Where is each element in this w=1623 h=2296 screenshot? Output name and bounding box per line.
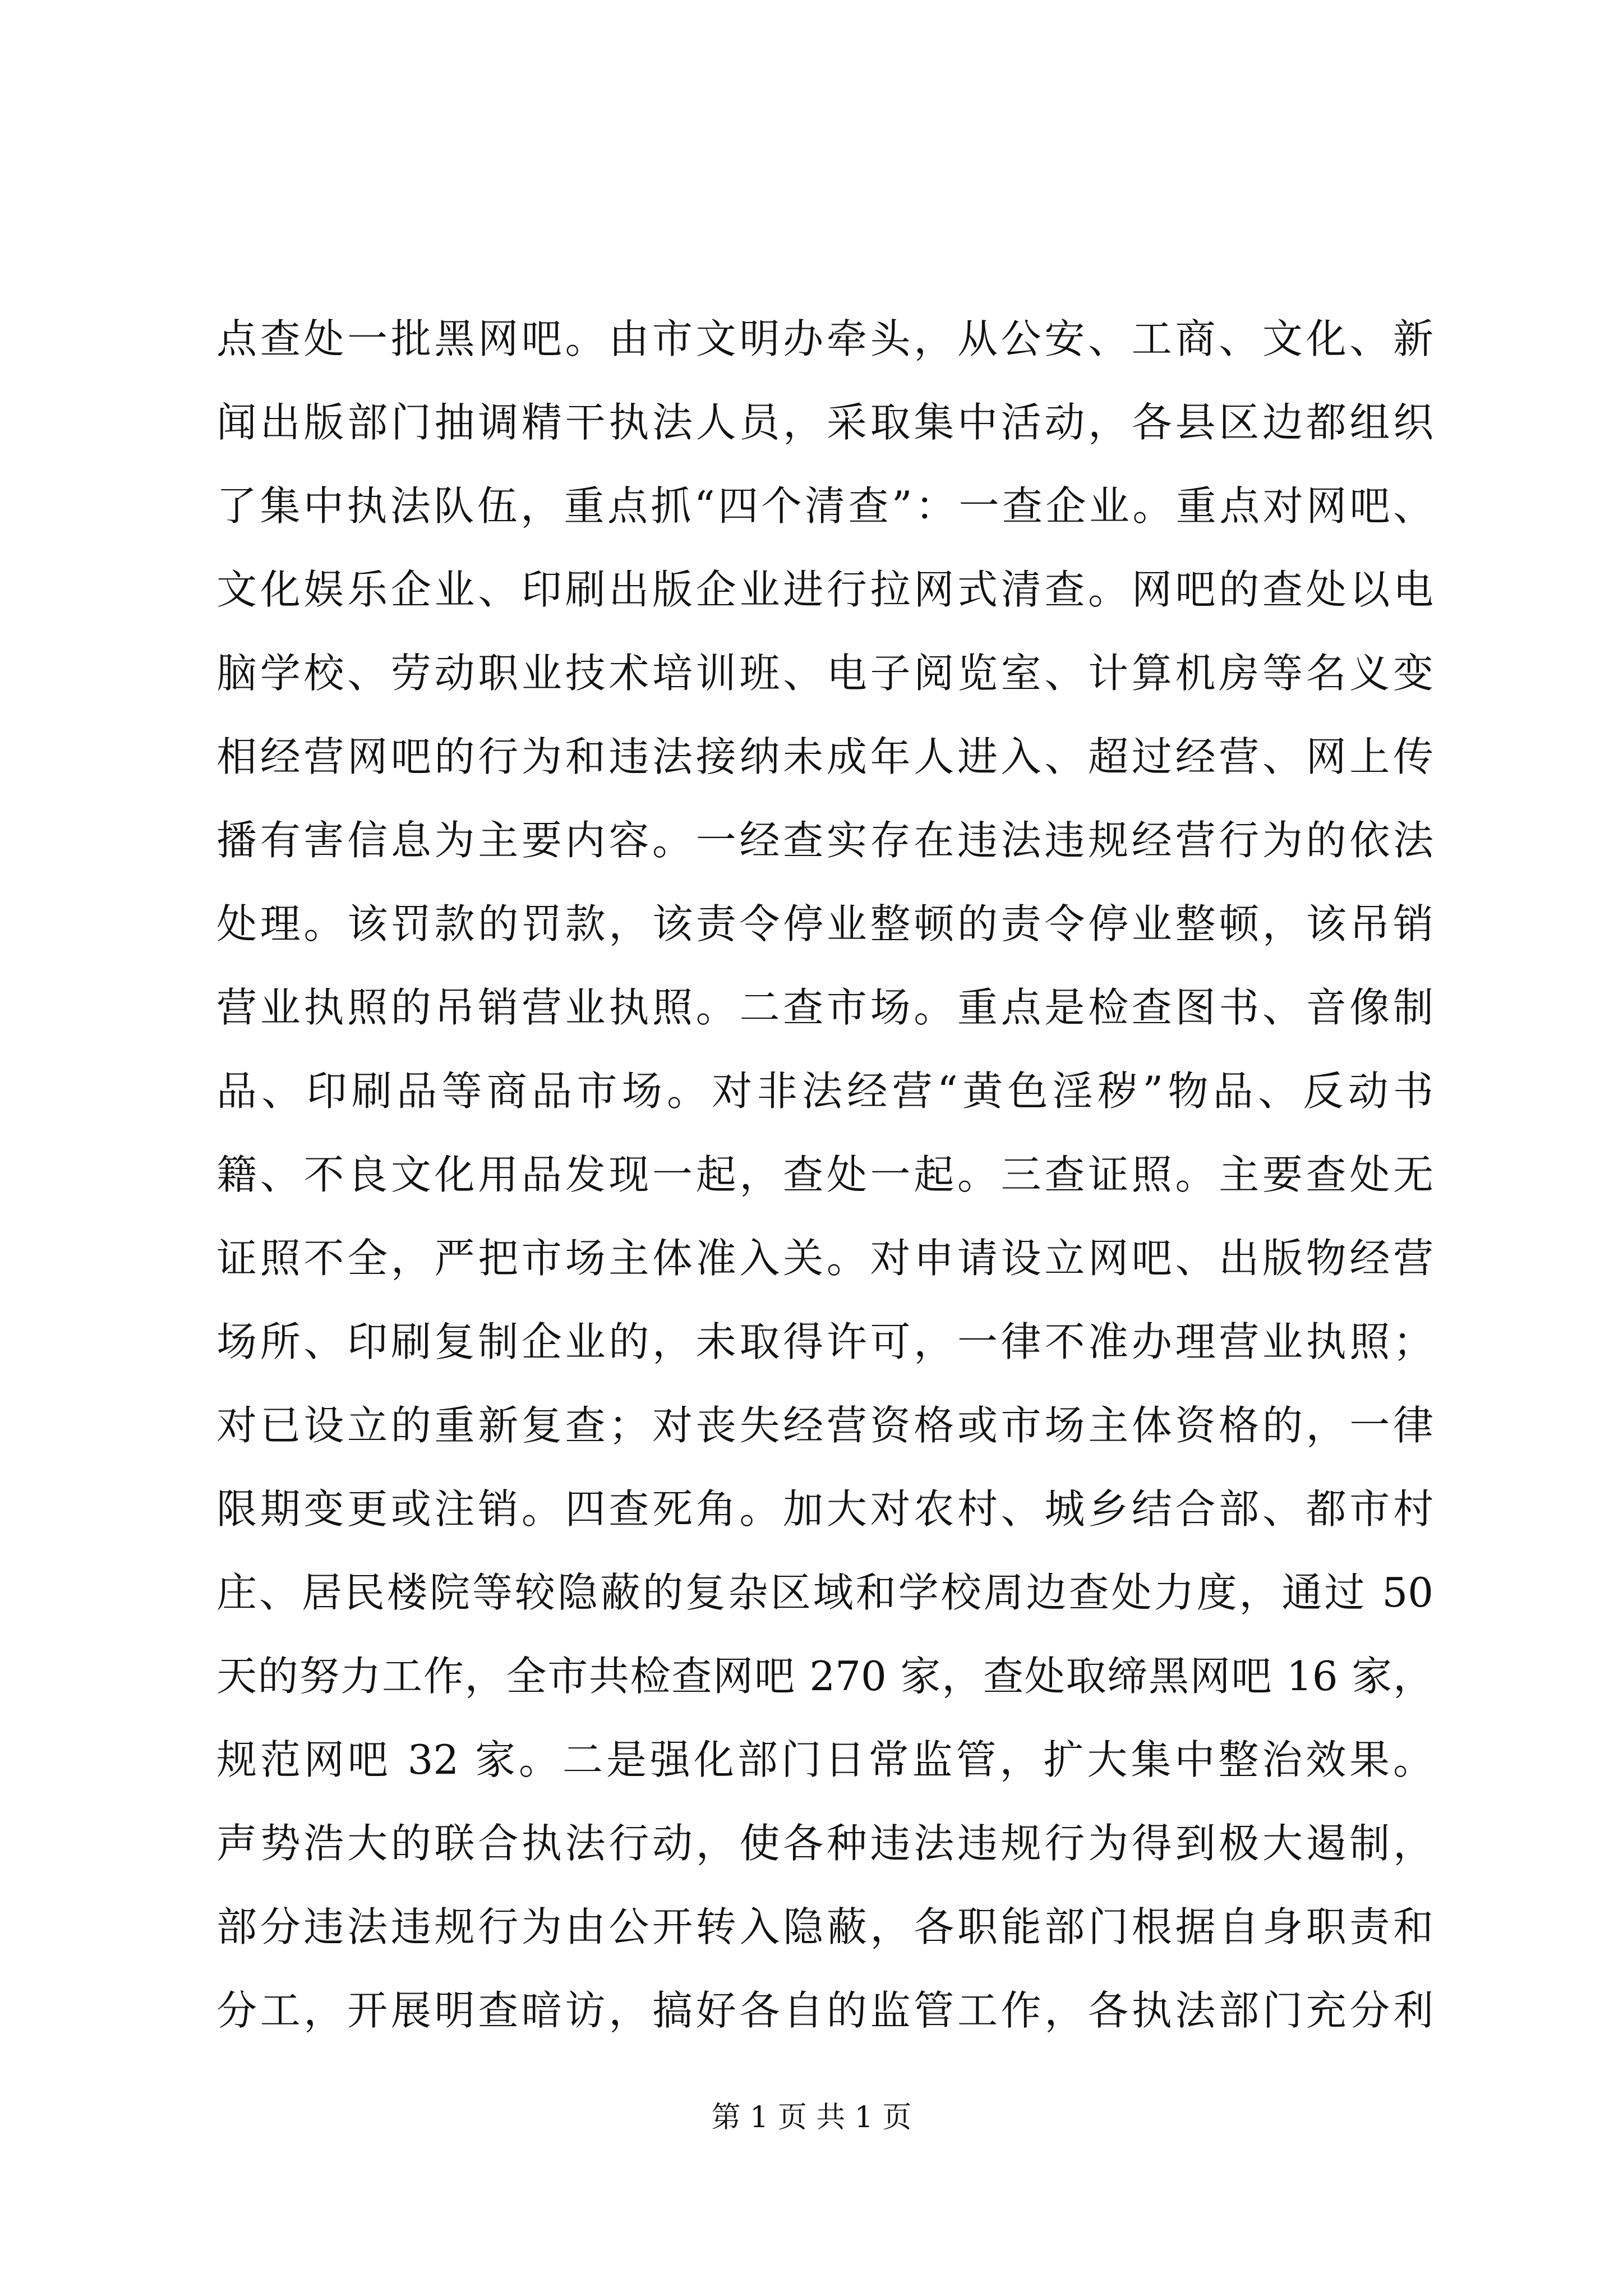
text-line: 证照不全，严把市场主体准入关。对申请设立网吧、出版物经营 xyxy=(216,1235,1433,1282)
text-line: 庄、居民楼院等较隐蔽的复杂区域和学校周边查处力度，通过 50 xyxy=(216,1569,1433,1616)
text-line: 文化娱乐企业、印刷出版企业进行拉网式清查。网吧的查处以电 xyxy=(216,566,1433,613)
text-line: 营业执照的吊销营业执照。二查市场。重点是检查图书、音像制 xyxy=(216,984,1433,1031)
text-line: 处理。该罚款的罚款，该责令停业整顿的责令停业整顿，该吊销 xyxy=(216,900,1433,947)
text-line: 品、印刷品等商品市场。对非法经营“黄色淫秽”物品、反动书 xyxy=(216,1068,1433,1115)
text-line: 相经营网吧的行为和违法接纳未成年人进入、超过经营、网上传 xyxy=(216,733,1433,780)
text-line: 对已设立的重新复查；对丧失经营资格或市场主体资格的，一律 xyxy=(216,1402,1433,1449)
text-line: 部分违法违规行为由公开转入隐蔽，各职能部门根据自身职责和 xyxy=(216,1903,1433,1950)
text-line: 场所、印刷复制企业的，未取得许可，一律不准办理营业执照； xyxy=(216,1318,1433,1365)
text-line: 闻出版部门抽调精干执法人员，采取集中活动，各县区边都组织 xyxy=(216,399,1433,446)
text-line: 天的努力工作，全市共检查网吧 270 家，查处取缔黑网吧 16 家， xyxy=(216,1653,1433,1700)
text-line: 了集中执法队伍，重点抓“四个清查”：一查企业。重点对网吧、 xyxy=(216,482,1433,530)
text-line: 限期变更或注销。四查死角。加大对农村、城乡结合部、都市村 xyxy=(216,1485,1433,1533)
text-line: 点查处一批黑网吧。由市文明办牵头，从公安、工商、文化、新 xyxy=(216,315,1433,362)
page-number: 第 1 页 共 1 页 xyxy=(711,2101,912,2134)
document-body xyxy=(216,297,1433,2053)
text-line: 播有害信息为主要内容。一经查实存在违法违规经营行为的依法 xyxy=(216,817,1433,864)
text-line: 脑学校、劳动职业技术培训班、电子阅览室、计算机房等名义变 xyxy=(216,650,1433,697)
text-line: 规范网吧 32 家。二是强化部门日常监管，扩大集中整治效果。 xyxy=(216,1736,1433,1783)
page-footer xyxy=(0,2095,1623,2140)
text-line: 声势浩大的联合执法行动，使各种违法违规行为得到极大遏制， xyxy=(216,1820,1433,1867)
text-line: 分工，开展明查暗访，搞好各自的监管工作，各执法部门充分利 xyxy=(216,1987,1433,2034)
text-line: 籍、不良文化用品发现一起，查处一起。三查证照。主要查处无 xyxy=(216,1151,1433,1198)
